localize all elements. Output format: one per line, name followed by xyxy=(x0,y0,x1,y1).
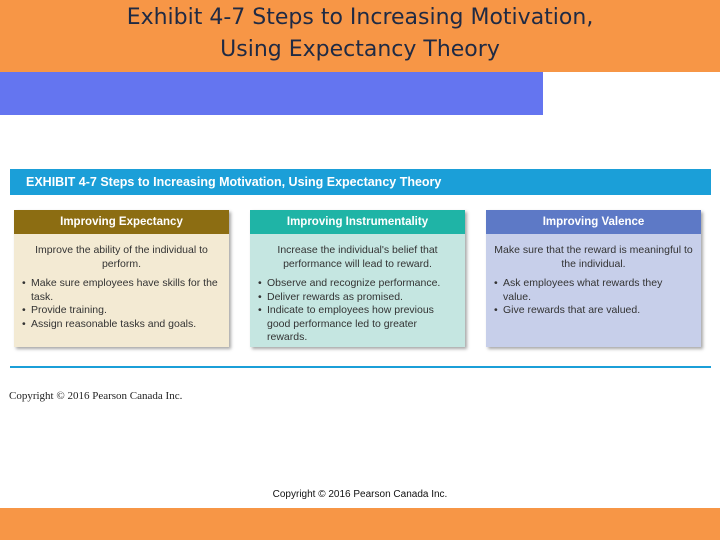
slide-title-line-1: Exhibit 4-7 Steps to Increasing Motivation, xyxy=(126,5,594,30)
exhibit-divider xyxy=(10,366,711,368)
bullet-list xyxy=(22,277,221,331)
slide-title-line-2: Using Expectancy Theory xyxy=(220,37,500,62)
panel-lead-text: Increase the individual's belief that performance will lead to reward. xyxy=(277,244,438,270)
slide-title xyxy=(0,2,720,66)
panel-improving-valence xyxy=(486,210,701,347)
panel-title: Improving Valence xyxy=(486,210,701,234)
panel-lead-text: Make sure that the reward is meaningful to the individual. xyxy=(494,244,693,270)
panel-improving-expectancy xyxy=(14,210,229,347)
bullet-list xyxy=(494,277,693,318)
panel-title: Improving Expectancy xyxy=(14,210,229,234)
bullet-item: • Provide training. xyxy=(22,304,221,318)
panel-lead-text: Improve the ability of the individual to perform. xyxy=(35,244,208,270)
panel-body xyxy=(250,234,465,347)
bullet-item: • Deliver rewards as promised. xyxy=(258,291,457,305)
bullet-item: • Ask employees what rewards they value. xyxy=(494,277,693,304)
bullet-list xyxy=(258,277,457,345)
bullet-item: • Indicate to employees how previous good performance led to greater rewards. xyxy=(258,304,457,345)
blue-accent-band xyxy=(0,72,543,115)
exhibit-copyright: Copyright © 2016 Pearson Canada Inc. xyxy=(9,390,183,402)
panel-improving-instrumentality xyxy=(250,210,465,347)
bullet-item: • Make sure employees have skills for the task. xyxy=(22,277,221,304)
bullet-item: • Give rewards that are valued. xyxy=(494,304,693,318)
footer-copyright: Copyright © 2016 Pearson Canada Inc. xyxy=(272,489,448,500)
panel-body xyxy=(486,234,701,347)
bullet-item: • Observe and recognize performance. xyxy=(258,277,457,291)
exhibit-header: EXHIBIT 4-7 Steps to Increasing Motivation, Using Expectancy Theory xyxy=(10,169,711,195)
bullet-item: • Assign reasonable tasks and goals. xyxy=(22,318,221,332)
panel-body xyxy=(14,234,229,347)
panel-title: Improving Instrumentality xyxy=(250,210,465,234)
bottom-bar xyxy=(0,508,720,540)
